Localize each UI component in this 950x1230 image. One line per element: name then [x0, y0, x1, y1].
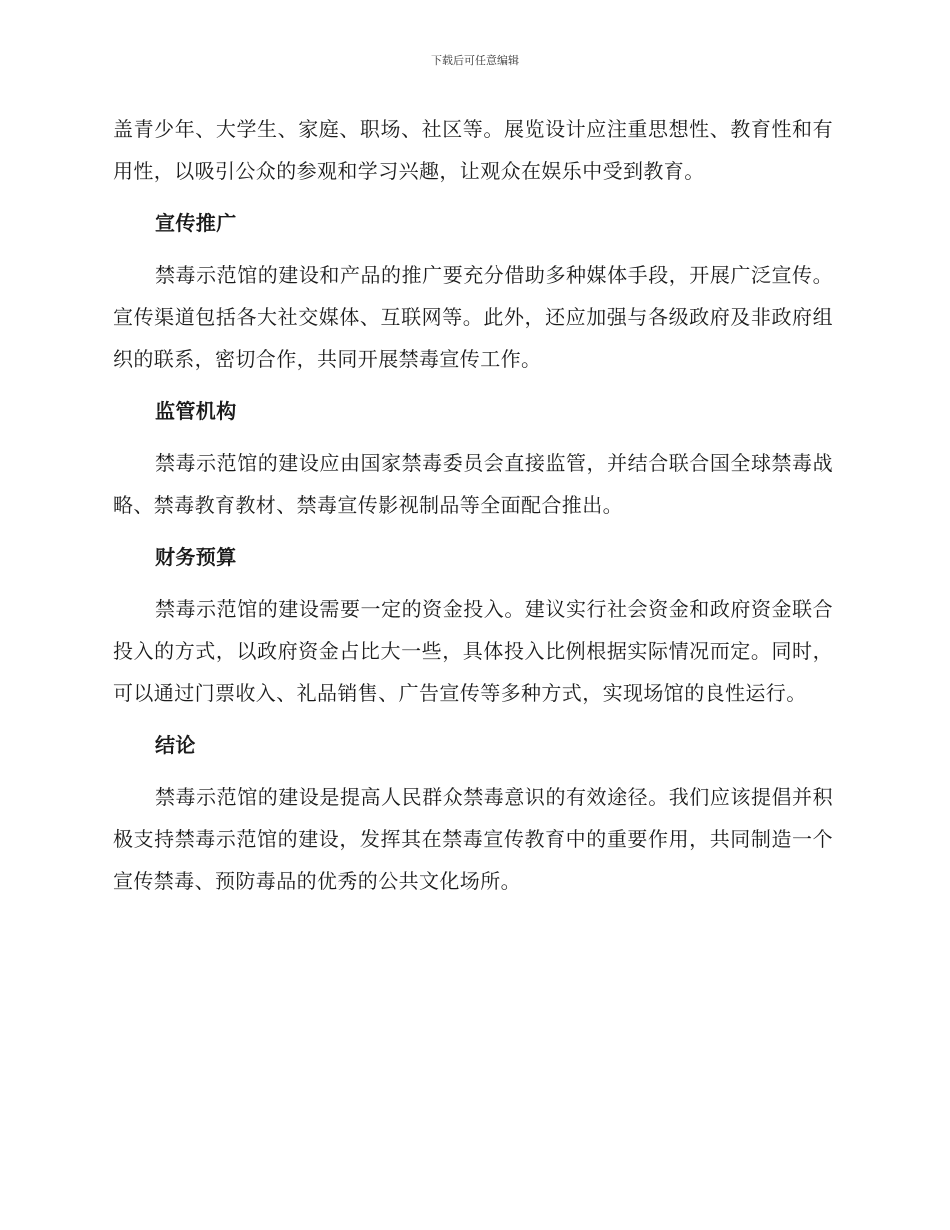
conclusion-paragraph: 禁毒示范馆的建设是提高人民群众禁毒意识的有效途径。我们应该提倡并积极支持禁毒示范馆的建设，发挥其在禁毒宣传教育中的重要作用，共同制造一个宣传禁毒、预防毒品的优秀的公共文化场所。 [113, 785, 833, 893]
budget-paragraph: 禁毒示范馆的建设需要一定的资金投入。建议实行社会资金和政府资金联合投入的方式，以政府资金占比大一些，具体投入比例根据实际情况而定。同时，可以通过门票收入、礼品销售、广告宣传等多种方式，实现场馆的良性运行。 [113, 597, 833, 705]
section-heading-supervision: 监管机构 [155, 399, 237, 423]
section-heading-conclusion: 结论 [155, 733, 196, 757]
supervision-paragraph: 禁毒示范馆的建设应由国家禁毒委员会直接监管，并结合联合国全球禁毒战略、禁毒教育教材、禁毒宣传影视制品等全面配合推出。 [113, 451, 833, 517]
promotion-paragraph: 禁毒示范馆的建设和产品的推广要充分借助多种媒体手段，开展广泛宣传。宣传渠道包括各大社交媒体、互联网等。此外，还应加强与各级政府及非政府组织的联系，密切合作，共同开展禁毒宣传工作。 [113, 263, 833, 371]
section-heading-budget: 财务预算 [155, 545, 237, 569]
page-header: 下载后可任意编辑 [431, 54, 519, 67]
section-heading-promotion: 宣传推广 [155, 211, 237, 235]
intro-paragraph: 盖青少年、大学生、家庭、职场、社区等。展览设计应注重思想性、教育性和有用性，以吸引公众的参观和学习兴趣，让观众在娱乐中受到教育。 [113, 117, 833, 183]
document-body [113, 108, 833, 902]
